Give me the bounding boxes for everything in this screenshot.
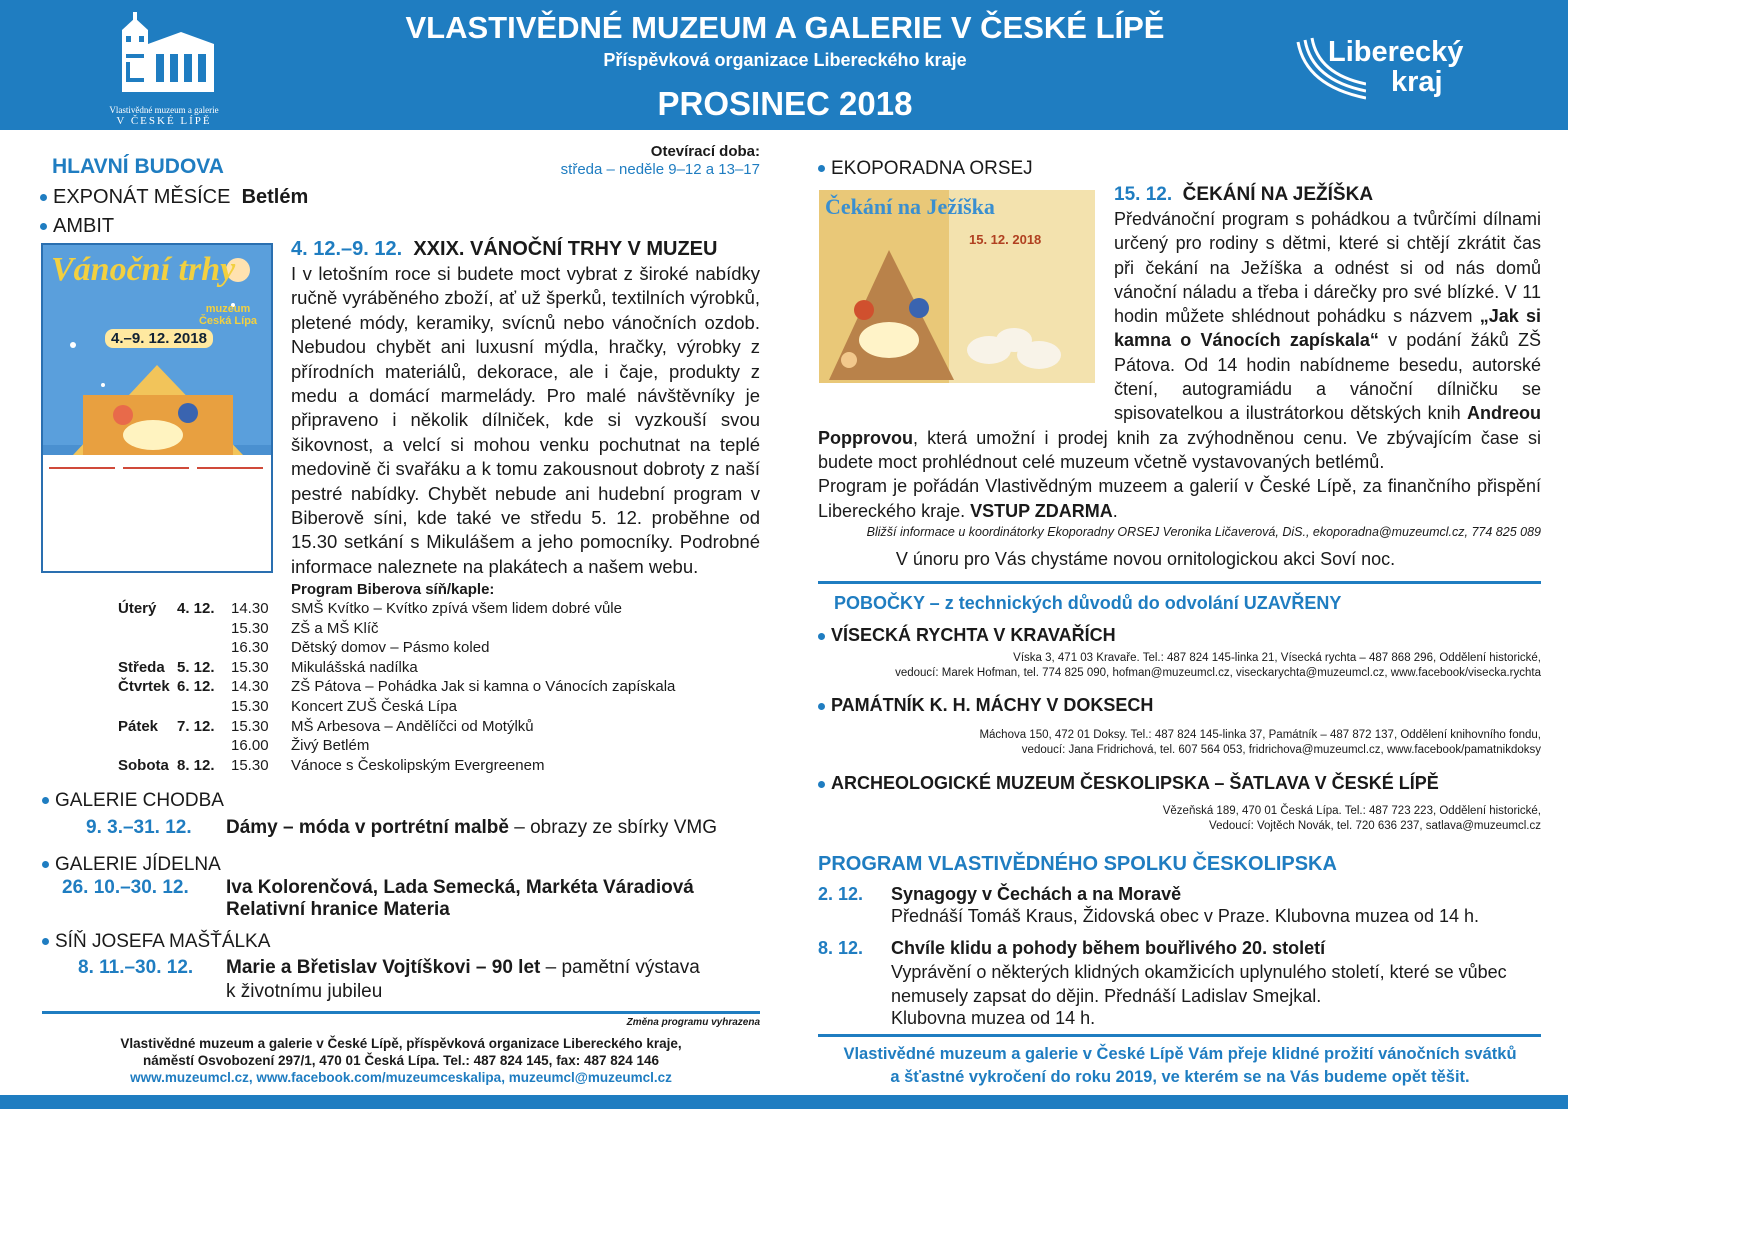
bullet-icon (40, 194, 47, 201)
sovi-noc-note: V únoru pro Vás chystáme novou ornitologickou akci Soví noc. (895, 549, 1396, 569)
sin-heading: SÍŇ JOSEFA MAŠŤÁLKA (42, 931, 270, 953)
branches-heading: POBOČKY – z technických důvodů do odvolání UZAVŘENY (834, 593, 1342, 613)
cekani-contact-info: Bližší informace u koordinátorky Ekoporadny ORSEJ Veronika Ličaverová, DiS., ekoporadna@muzeumcl.cz, 774 825 089 (866, 525, 1541, 539)
footer-bar (0, 1095, 1568, 1109)
program-time: 16.00 (231, 737, 269, 755)
spolek-heading: PROGRAM VLASTIVĚDNÉHO SPOLKU ČESKOLIPSKA (818, 853, 1337, 875)
branch2-contact[interactable]: vedoucí: Jana Fridrichová, tel. 607 564 053, fridrichova@muzeumcl.cz, www.facebook/pamatnikdoksy (1021, 744, 1541, 756)
museum-logo-line1: Vlastivědné muzeum a galerie (109, 105, 219, 115)
program-time: 15.30 (231, 698, 269, 715)
exhibit-label: EXPONÁT MĚSÍCE (53, 186, 231, 208)
program-day: Úterý (118, 600, 157, 617)
event1-title: Synagogy v Čechách a na Moravě (891, 884, 1182, 904)
branch3-heading: ARCHEOLOGICKÉ MUZEUM ČESKOLIPSKA – ŠATLAVA V ČESKÉ LÍPĚ (818, 773, 1439, 794)
cekani-p1: Předvánoční program s pohádkou a tvůrčími dílnami určený pro rodiny s dětmi, které si chtějí zkrátit čas při čekání na Ježíška a odnést si od nás domů vánoční náladu a třeba i dárečky pro své blízké. V 11 hodin můžete shlédnout pohádku s názvem (1114, 209, 1541, 327)
sin-rest: – pamětní výstava (540, 957, 700, 978)
chodba-exhibition (86, 817, 192, 839)
program-table (0, 600, 780, 780)
galerie-chodba-heading: GALERIE CHODBA (42, 790, 224, 812)
event2-text-2: nemusely zapsat do dějin. Přednáší Ladislav Smejkal. (891, 986, 1322, 1006)
galerie-jidelna-heading: GALERIE JÍDELNA (42, 854, 221, 876)
bullet-icon (818, 703, 825, 710)
program-event: SMŠ Kvítko – Kvítko zpívá všem lidem dobré vůle (291, 600, 622, 617)
branch2-address: Máchova 150, 472 01 Doksy. Tel.: 487 824 145-linka 37, Památník – 487 872 137, Oddělení knihovního fondu, (979, 729, 1541, 741)
exhibit-value: Betlém (241, 186, 309, 208)
program-time: 15.30 (231, 717, 269, 735)
cekani-date: 15. 12. (1114, 184, 1173, 205)
cekani-p4: Program je pořádán Vlastivědným muzeem a galerií v České Lípě, za finančního přispění Libereckého kraje. (818, 476, 1541, 521)
branch1-contact[interactable]: vedoucí: Marek Hofman, tel. 774 825 090, hofman@muzeumcl.cz, viseckarychta@muzeumcl.cz, www.facebook/visecka.rychta (895, 667, 1541, 679)
chodba-title-row (226, 817, 717, 839)
program-event: MŠ Arbesova – Andělíčci od Motýlků (291, 717, 534, 735)
ekoporadna-heading: EKOPORADNA ORSEJ (818, 158, 1033, 180)
branch1-address: Víska 3, 471 03 Kravaře. Tel.: 487 824 145-linka 21, Vísecká rychta – 487 868 296, Oddělení historické, (1013, 652, 1541, 664)
liberecky-kraj-logo (1296, 36, 1476, 106)
event1-text: Přednáší Tomáš Kraus, Židovská obec v Praze. Klubovna muzea od 14 h. (891, 906, 1479, 926)
program-event: Živý Betlém (291, 737, 370, 755)
cekani-title: ČEKÁNÍ NA JEŽÍŠKA (1182, 184, 1374, 205)
exhibit-of-month (40, 186, 308, 209)
program-event: Dětský domov – Pásmo koled (291, 639, 490, 657)
cekani-author: Andreou Popprovou (818, 403, 1541, 448)
divider-right-1 (818, 581, 1541, 584)
change-note: Změna programu vyhrazena (626, 1017, 760, 1028)
program-event: ZŠ Pátova – Pohádka Jak si kamna o Vánocích zapískala (291, 678, 676, 696)
castle-icon (108, 10, 220, 100)
jidelna-artists: Iva Kolorenčová, Lada Semecká, Markéta Váradiová (226, 877, 694, 898)
sin-date: 8. 11.–30. 12. (78, 957, 194, 978)
main-building-heading: HLAVNÍ BUDOVA (52, 155, 224, 178)
chodba-rest: – obrazy ze sbírky VMG (508, 817, 717, 838)
footer-address-line2: náměstí Osvobození 297/1, 470 01 Česká Lípa. Tel.: 487 824 145, fax: 487 824 146 (142, 1053, 660, 1068)
footer-links[interactable]: www.muzeumcl.cz, www.facebook.com/muzeumceskalipa, muzeumcl@muzeumcl.cz (130, 1070, 672, 1085)
kraj-logo-line2: kraj (1391, 66, 1443, 98)
bullet-icon (42, 861, 49, 868)
museum-logo-line2: V ČESKÉ LÍPĚ (116, 115, 212, 127)
program-date: 6. 12. (177, 678, 215, 696)
sin-title-row (226, 957, 760, 979)
cekani-p2: v podání žáků ZŠ Pátova. Od 14 hodin nabídneme besedu, autorské čtení, autogramiádu a vánoční dílničku se spisovatelkou a ilustrátorkou dětských knih (1114, 330, 1541, 424)
program-day: Středa (118, 658, 165, 676)
program-date: 5. 12. (177, 658, 215, 676)
branch3-address: Vězeňská 189, 470 01 Česká Lípa. Tel.: 487 723 223, Oddělení historické, (1162, 805, 1541, 817)
program-date: 8. 12. (177, 756, 215, 774)
fair-description: I v letošním roce si budete moct vybrat z široké nabídky ručně vyráběného zboží, ať už šperků, textilních výrobků, pletené módy, keramiky, svícnů nebo vánočních ozdob. Nebudou chybět ani luxusní mýdla, hračky, výrobky z přírodních materiálů, dekorace, ale i čaje, produkty z medu a domácí marmelády. Pro malé návštěvníky je připraveno i několik dílniček, kde si vyzkouší svou šikovnost, a velcí si mohou venku pochutnat na teplé medovině či svařáku a k tomu zakousnout dobroty z naší pestré nabídky. Chybět nebude ani hudební program v Biberově síni, kde také ve středu 5. 12. proběhne od 15.30 setkání s Mikulášem a jeho pomocníky. Podrobné informace naleznete na plakátech a našem webu. (291, 263, 760, 577)
event2-date: 8. 12. (818, 938, 864, 958)
cekani-poster-title: Čekání na Ježíška (825, 194, 995, 219)
museum-logo (108, 10, 220, 127)
cekani-dot: . (1112, 500, 1118, 521)
program-event: ZŠ a MŠ Klíč (291, 619, 379, 637)
divider-right-2 (818, 1034, 1541, 1037)
holiday-wish-line1: Vlastivědné muzeum a galerie v České Lípě Vám přeje klidné prožití vánočních svátků (843, 1045, 1517, 1063)
poster-place: muzeum Česká Lípa (198, 303, 258, 327)
branch3-contact[interactable]: Vedoucí: Vojtěch Novák, tel. 720 636 237, satlava@muzeumcl.cz (1209, 820, 1541, 832)
poster-date: 4.–9. 12. 2018 (105, 329, 213, 348)
page-title: VLASTIVĚDNÉ MUZEUM A GALERIE V ČESKÉ LÍPĚ (405, 10, 1165, 45)
month-title: PROSINEC 2018 (657, 85, 913, 122)
program-event: Koncert ZUŠ Česká Lípa (291, 698, 457, 715)
program-time: 14.30 (231, 678, 269, 696)
sin-title: Marie a Břetislav Vojtíškovi – 90 let (226, 957, 541, 978)
holiday-wish-line2: a šťastné vykročení do roku 2019, ve kterém se na Vás budeme opět těšit. (890, 1068, 1470, 1086)
program-time: 15.30 (231, 619, 269, 637)
footer-address-line1: Vlastivědné muzeum a galerie v České Lípě, příspěvková organizace Libereckého kraje, (120, 1036, 682, 1051)
poster-program-blocks (49, 467, 263, 557)
bullet-icon (42, 797, 49, 804)
bullet-icon (42, 938, 49, 945)
chodba-date: 9. 3.–31. 12. (86, 817, 192, 838)
event1-date: 2. 12. (818, 884, 864, 904)
program-date: 4. 12. (177, 600, 215, 617)
jidelna-title: Relativní hranice Materia (226, 899, 450, 920)
bullet-icon (40, 223, 47, 230)
bullet-icon (818, 781, 825, 788)
cekani-p3: , která umožní i prodej knih za zvýhodněnou cenu. Ve zbývajícím čase si budete moct prohlédnout celé muzeum včetně vystavovaných betlémů. (818, 427, 1541, 472)
program-day: Pátek (118, 717, 159, 735)
sin-line2: k životnímu jubileu (226, 981, 383, 1002)
program-event: Vánoce s Českolipským Evergreenem (291, 756, 545, 774)
fair-title: XXIX. VÁNOČNÍ TRHY V MUZEU (413, 238, 718, 260)
program-time: 16.30 (231, 639, 269, 657)
opening-hours: středa – neděle 9–12 a 13–17 (560, 161, 760, 178)
fair-date: 4. 12.–9. 12. (291, 238, 403, 260)
chodba-title: Dámy – móda v portrétní malbě (226, 817, 509, 838)
christmas-market-poster (41, 243, 273, 573)
cekani-tale-title: „Jak si kamna o Vánocích zapískala“ (1114, 306, 1542, 351)
program-time: 15.30 (231, 658, 269, 676)
bullet-icon (818, 165, 825, 172)
cekani-description (818, 207, 1541, 523)
event2-text-3: Klubovna muzea od 14 h. (891, 1008, 1096, 1028)
program-date: 7. 12. (177, 717, 215, 735)
fair-heading (291, 238, 717, 261)
program-event: Mikulášská nadílka (291, 658, 418, 676)
program-time: 15.30 (231, 756, 269, 774)
branch2-heading: PAMÁTNÍK K. H. MÁCHY V DOKSECH (818, 695, 1153, 716)
program-day: Čtvrtek (118, 678, 170, 696)
program-day: Sobota (118, 756, 169, 774)
event2-title: Chvíle klidu a pohody během bouřlivého 20. století (891, 938, 1326, 958)
cekani-poster-date: 15. 12. 2018 (969, 232, 1042, 247)
jidelna-date: 26. 10.–30. 12. (62, 877, 189, 898)
event2-text-1: Vyprávění o některých klidných okamžicích uplynulého století, které se vůbec (891, 962, 1507, 982)
kraj-logo-line1: Liberecký (1328, 36, 1464, 68)
ambit-heading: AMBIT (40, 215, 114, 238)
branch1-heading: VÍSECKÁ RYCHTA V KRAVAŘÍCH (818, 625, 1116, 646)
bullet-icon (818, 633, 825, 640)
program-title: Program Biberova síň/kaple: (291, 581, 495, 598)
page-subtitle: Příspěvková organizace Libereckého kraje (603, 50, 967, 70)
program-time: 14.30 (231, 600, 269, 617)
cekani-free-entry: VSTUP ZDARMA (970, 500, 1113, 521)
opening-label: Otevírací doba: (650, 143, 760, 160)
divider-left-bottom (42, 1011, 760, 1014)
poster-title: Vánoční trhy (51, 251, 236, 288)
cekani-heading (1114, 184, 1373, 206)
